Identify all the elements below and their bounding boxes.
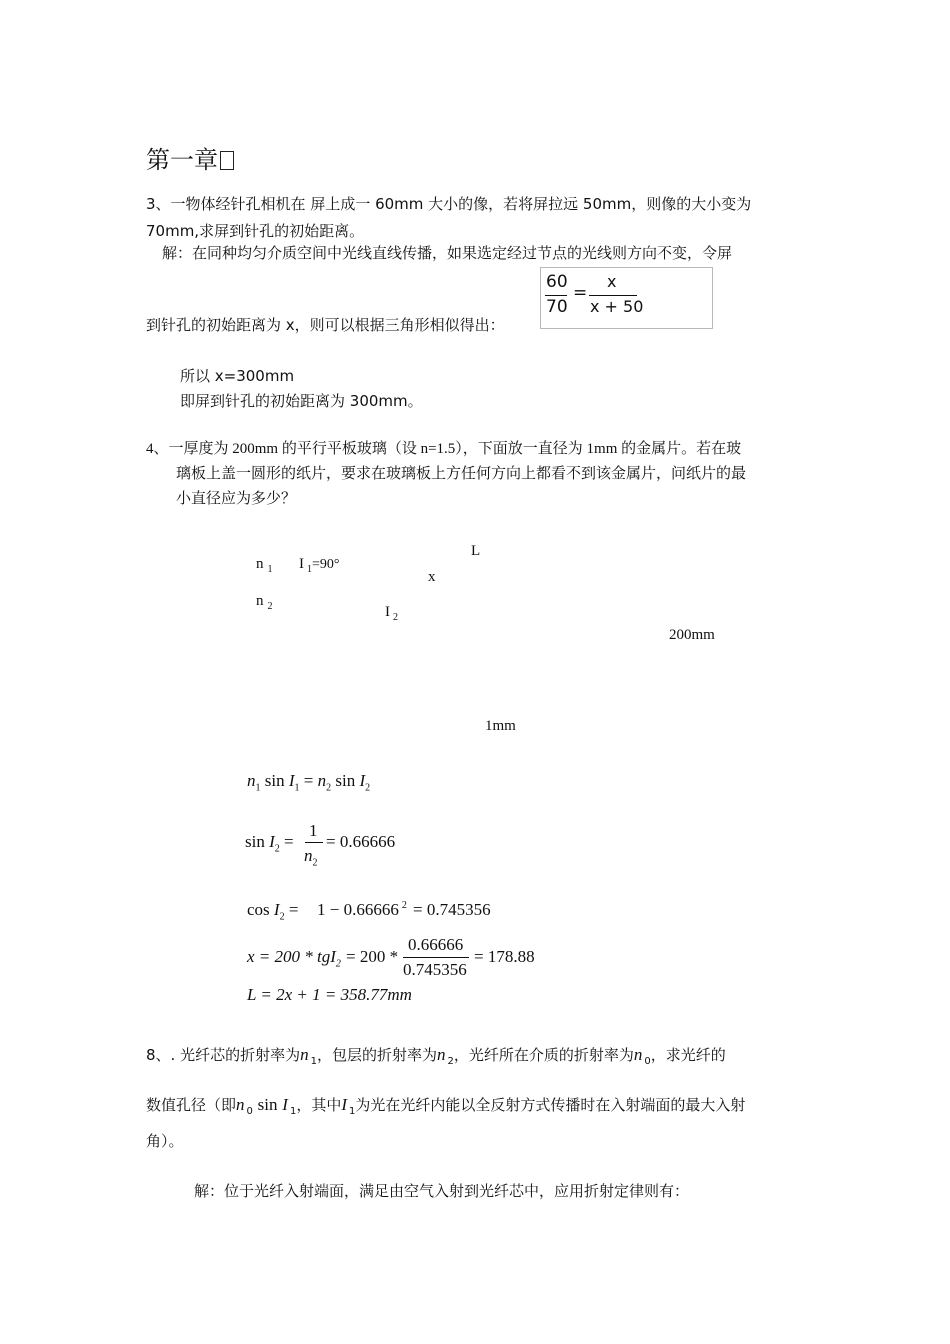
- I1-subscript: 1: [307, 564, 312, 575]
- formula-numerator-left: 60: [546, 272, 568, 292]
- eq1-sin-2: sin: [335, 771, 356, 790]
- p8-n0-sub: 0: [644, 1056, 651, 1067]
- problem-3-answer-line-1: 所以 x=300mm: [180, 367, 295, 385]
- eq4-mid: = 200 *: [346, 947, 399, 966]
- p8-n1-sub: 1: [310, 1056, 317, 1067]
- eq4-numerator: 0.66666: [408, 935, 464, 954]
- formula-equals: =: [573, 283, 588, 303]
- eq1-I1-sub: 1: [294, 782, 300, 794]
- equation-x: [247, 947, 341, 969]
- eq2-equals: =: [284, 832, 294, 851]
- problem-3-answer-line-2: 即屏到针孔的初始距离为 300mm。: [180, 392, 423, 410]
- p8-n1: n: [300, 1045, 309, 1064]
- figure-label-n2: [256, 593, 273, 612]
- problem-8-line-3: 角）。: [146, 1132, 184, 1150]
- eq1-n1-sub: 1: [255, 782, 261, 794]
- p8-n2-sub: 2: [447, 1056, 454, 1067]
- eq1-n1: n: [247, 771, 256, 790]
- eq3-I: I: [273, 900, 280, 919]
- problem-3-solution-line-2: 到针孔的初始距离为 x，则可以根据三角形相似得出：: [146, 316, 505, 334]
- p8-text-3: ，光纤所在介质的折射率为: [453, 1046, 634, 1064]
- eq3-square: 2: [401, 900, 407, 912]
- p8-n2: n: [436, 1045, 446, 1064]
- n1-subscript: 1: [267, 564, 273, 575]
- problem-8-line-2: [146, 1094, 745, 1117]
- p8-text-2: ，包层的折射率为: [316, 1046, 437, 1064]
- formula-numerator-right: x: [607, 272, 617, 291]
- figure-label-I1: [299, 556, 340, 575]
- eq2-sin: sin: [245, 832, 265, 851]
- eq3-body: 1 − 0.66666: [317, 900, 399, 919]
- p8-b-I: I: [341, 1095, 348, 1114]
- p8-text-7: 为光在光纤内能以全反射方式传播时在入射端面的最大入射: [355, 1096, 746, 1114]
- p8-b-I1-sub: 1: [289, 1106, 297, 1117]
- p8-b-I1: I: [282, 1095, 288, 1114]
- eq2-fraction-bar: [305, 842, 323, 843]
- eq2-numerator: 1: [309, 821, 318, 840]
- eq1-n2: n: [317, 771, 327, 790]
- eq3-equals: =: [288, 900, 299, 919]
- fraction-bar-right: [589, 295, 637, 296]
- p8-text-1: 8、. 光纤芯的折射率为: [146, 1046, 301, 1064]
- n2-symbol: n: [256, 593, 264, 609]
- problem-3-line-1: 3、一物体经针孔相机在 屏上成一 60mm 大小的像，若将屏拉远 50mm，则像的大小变为: [146, 195, 752, 213]
- equation-sin-I2: [245, 832, 294, 854]
- eq2-denominator: [304, 846, 318, 868]
- p8-b-I-sub: 1: [349, 1106, 356, 1117]
- eq2-result: = 0.66666: [326, 832, 396, 851]
- I1-value: =90°: [312, 557, 340, 572]
- eq2-den-sub: 2: [312, 857, 318, 869]
- eq2-den-n: n: [304, 846, 313, 865]
- I2-symbol: I: [385, 604, 390, 620]
- problem-4-line-2: 璃板上盖一圆形的纸片，要求在玻璃板上方任何方向上都看不到该金属片，问纸片的最: [176, 466, 747, 482]
- equation-snell: [247, 771, 370, 793]
- eq4-fraction-bar: [403, 957, 469, 958]
- figure-label-I2: [385, 604, 398, 623]
- p8-b-n0-sub: 0: [246, 1106, 253, 1117]
- formula-denominator-right: x + 50: [590, 297, 644, 316]
- problem-3-solution-line-1: 解：在同种均匀介质空间中光线直线传播，如果选定经过节点的光线则方向不变，令屏: [162, 244, 733, 262]
- problem-8-solution: 解：位于光纤入射端面，满足由空气入射到光纤芯中，应用折射定律则有：: [194, 1182, 690, 1200]
- p8-text-6: ，其中: [296, 1096, 342, 1114]
- p8-b-sin: sin: [257, 1095, 278, 1114]
- eq1-I2: I: [359, 771, 366, 790]
- eq4-result: = 178.88: [474, 947, 535, 966]
- similarity-formula-box: [540, 267, 713, 329]
- p8-text-4: ，求光纤的: [650, 1046, 726, 1064]
- equation-cos-I2: [247, 900, 298, 922]
- eq3-cos: cos: [247, 900, 270, 919]
- eq4-lhs: x = 200 * tgI: [247, 947, 336, 966]
- I2-subscript: 2: [393, 612, 398, 623]
- problem-3-line-2: 70mm,求屏到针孔的初始距离。: [146, 222, 365, 240]
- p8-n0: n: [633, 1045, 643, 1064]
- eq1-equals: =: [303, 771, 314, 790]
- eq3-root-body: [317, 900, 407, 920]
- figure-label-L: L: [471, 543, 481, 559]
- eq3-I-sub: 2: [279, 911, 285, 923]
- eq2-I-sub: 2: [274, 843, 280, 855]
- eq1-I1: I: [288, 771, 295, 790]
- problem-8-line-1: [146, 1044, 726, 1067]
- missing-glyph-box: [220, 151, 234, 170]
- figure-label-x: x: [428, 569, 436, 585]
- equation-L: L = 2x + 1 = 358.77mm: [247, 985, 412, 1004]
- eq4-sub: 2: [335, 958, 341, 970]
- n1-symbol: n: [256, 556, 264, 572]
- problem-4-line-1: 4、一厚度为 200mm 的平行平板玻璃（设 n=1.5），下面放一直径为 1mm 的金属片。若在玻: [146, 441, 742, 457]
- eq2-I: I: [269, 832, 275, 851]
- p8-b-n0: n: [236, 1095, 245, 1114]
- fraction-bar-left: [545, 295, 567, 296]
- figure-label-diameter: 1mm: [485, 718, 516, 734]
- chapter-title-text: 第一章: [146, 148, 218, 174]
- n2-subscript: 2: [267, 601, 273, 612]
- I1-symbol: I: [299, 556, 304, 572]
- figure-label-n1: [256, 556, 273, 575]
- eq1-sin-1: sin: [264, 771, 285, 790]
- eq1-I2-sub: 2: [365, 782, 371, 794]
- eq1-n2-sub: 2: [326, 782, 332, 794]
- eq3-result: = 0.745356: [413, 900, 491, 919]
- eq4-denominator: 0.745356: [403, 960, 467, 979]
- problem-4-line-3: 小直径应为多少？: [176, 491, 297, 507]
- chapter-title: [146, 140, 234, 175]
- formula-denominator-left: 70: [546, 297, 568, 317]
- figure-label-thickness: 200mm: [669, 627, 715, 643]
- p8-text-5: 数值孔径（即: [146, 1096, 237, 1114]
